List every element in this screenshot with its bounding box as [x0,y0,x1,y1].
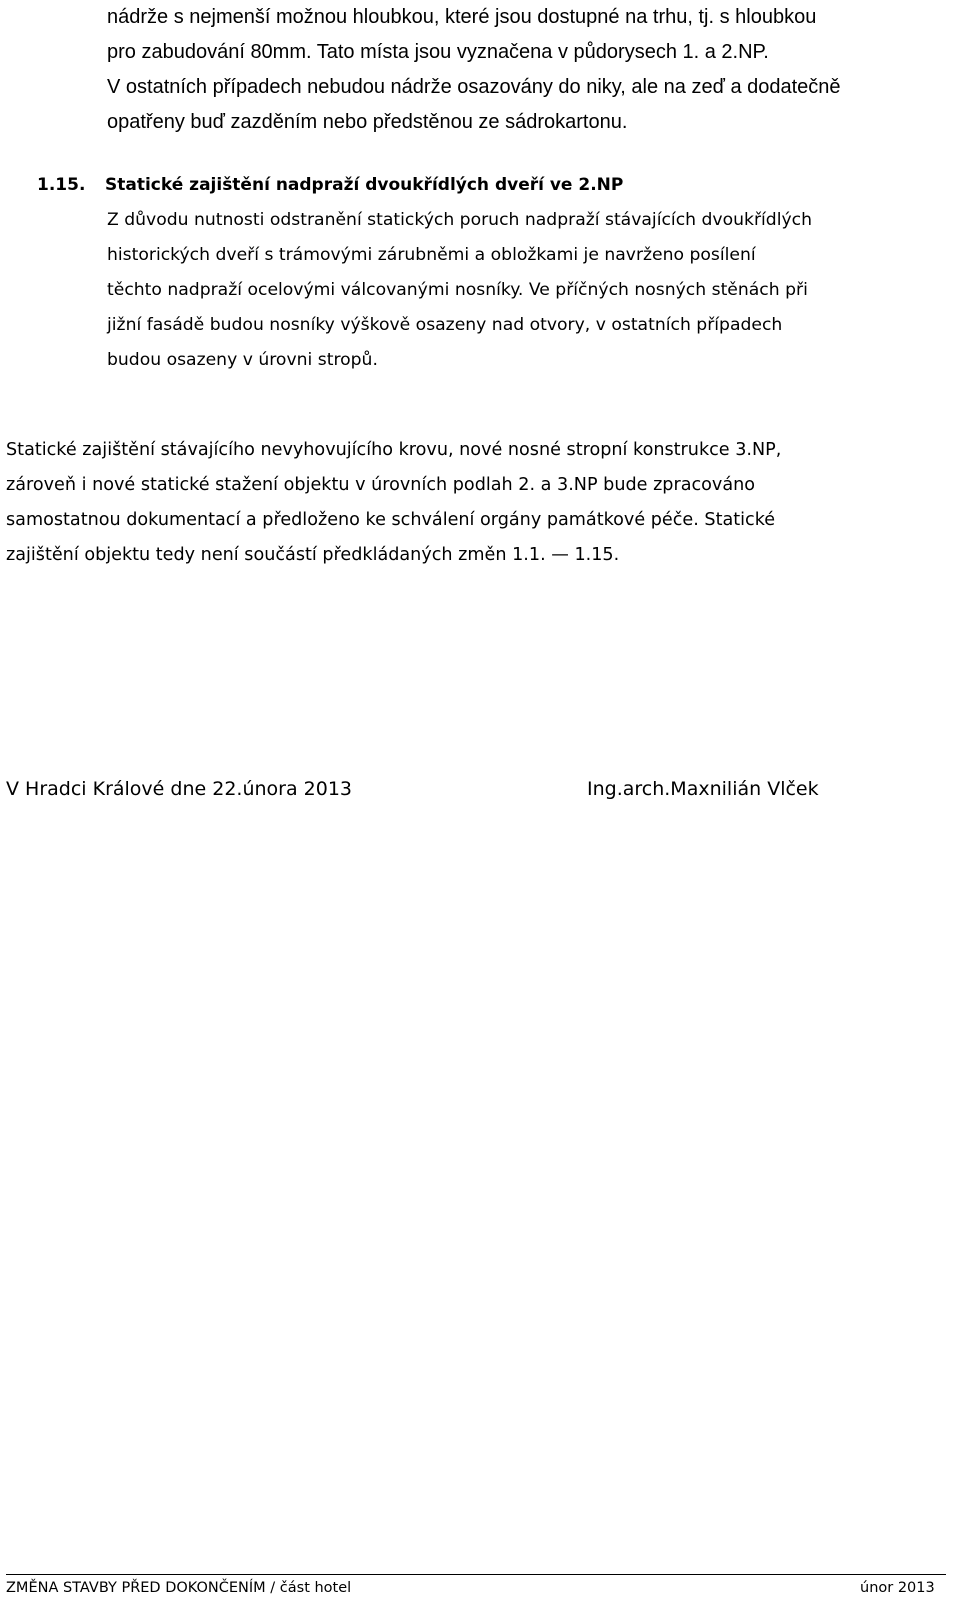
text-line: těchto nadpraží ocelovými válcovanými nosníky. Ve příčných nosných stěnách při [107,280,808,300]
text-line: budou osazeny v úrovni stropů. [107,350,378,370]
signature-place-date: V Hradci Králové dne 22.února 2013 [6,778,352,800]
text-line: opatřeny buď zazděním nebo předstěnou ze sádrokartonu. [107,111,628,133]
footer-date: únor 2013 [860,1580,935,1596]
section-body [107,203,812,378]
section-heading [37,169,623,201]
text-line: historických dveří s trámovými zárubněmi a obložkami je navrženo posílení [107,245,756,265]
text-line: zajištění objektu tedy není součástí předkládaných změn 1.1. — 1.15. [6,545,620,565]
text-line: jižní fasádě budou nosníky výškově osazeny nad otvory, v ostatních případech [107,315,783,335]
signature-author: Ing.arch.Maxnilián Vlček [587,778,819,800]
statics-paragraph [6,433,781,573]
section-number: 1.15. [37,175,86,195]
footer-title: ZMĚNA STAVBY PŘED DOKONČENÍM / část hotel [6,1580,352,1596]
text-line: Z důvodu nutnosti odstranění statických poruch nadpraží stávajících dvoukřídlých [107,210,812,230]
continuation-paragraph [107,0,841,140]
section-title: Statické zajištění nadpraží dvoukřídlých dveří ve 2.NP [105,175,624,195]
text-line: zároveň i nové statické stažení objektu v úrovních podlah 2. a 3.NP bude zpracováno [6,475,756,495]
text-line: pro zabudování 80mm. Tato místa jsou vyznačena v půdorysech 1. a 2.NP. [107,41,769,63]
text-line: samostatnou dokumentací a předloženo ke schválení orgány památkové péče. Statické [6,510,776,530]
text-line: V ostatních případech nebudou nádrže osazovány do niky, ale na zeď a dodatečně [107,76,841,98]
text-line: nádrže s nejmenší možnou hloubkou, které jsou dostupné na trhu, tj. s hloubkou [107,6,817,28]
text-line: Statické zajištění stávajícího nevyhovujícího krovu, nové nosné stropní konstrukce 3.NP, [6,440,782,460]
